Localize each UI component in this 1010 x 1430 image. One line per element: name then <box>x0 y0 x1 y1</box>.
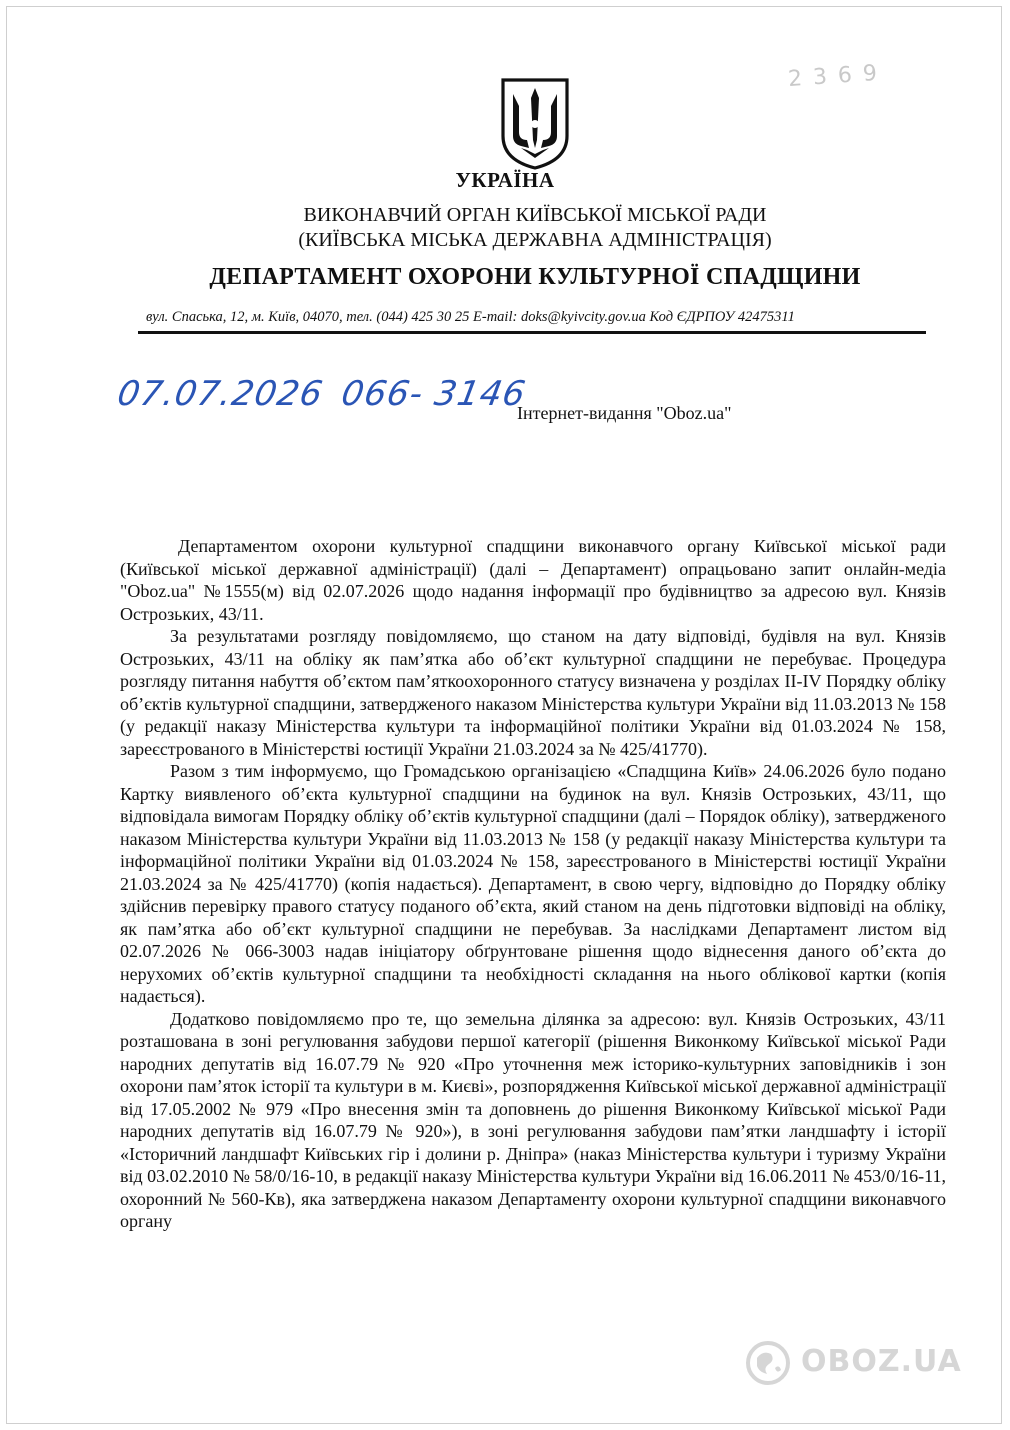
handwritten-date: 07.07.2026 <box>114 374 327 414</box>
pencil-mark: 2 3 6 9 <box>787 60 880 93</box>
paragraph-3: Разом з тим інформуємо, що Громадською організацією «Спадщина Київ» 24.06.2026 було подано Картку виявленого об’єкта культурної спадщини на будинок на вул. Князів Острозьких, 43/11, що відповідала вимогам Порядку обліку об’єктів культурної спадщини (далі – Порядок обліку), затвердженого наказом Міністерства культури України від 11.03.2013 № 158 (у редакції наказу Міністерства культури та інформаційної політики України від 01.03.2024 № 158, зареєстрованого в Міністерстві юстиції України 21.03.2024 за № 425/41770) (копія надається). Департамент, в свою чергу, відповідно до Порядку обліку здійснив перевірку правого статусу поданого об’єкта, який станом на день підготовки відповіді на обліку, як пам’ятка або об’єкт культурної спадщини не перебував. За наслідками Департамент листом від 02.07.2026 № 066-3003 надав ініціатору обґрунтоване рішення щодо віднесення даного об’єкта до нерухомих об’єктів культурної спадщини та необхідності складання на нього облікової картки (копія надається). <box>120 761 946 1006</box>
paragraph-4: Додатково повідомляємо про те, що земельна ділянка за адресою: вул. Князів Острозьких, 43/11 розташована в зоні регулювання забудови першої категорії (рішення Виконкому Київської міської Ради народних депутатів від 16.07.79 № 920 «Про уточнення меж історико-культурних заповідників і зон охорони пам’яток історії та культури в м. Києві», розпорядження Київської міської державної адміністрації від 17.05.2002 № 979 «Про внесення змін та доповнень до рішення Виконкому Київської міської Ради народних депутатів від 16.07.79 № 920»), в зоні регулювання забудови пам’ятки ландшафту і історії «Історичний ландшафт Київських гір і долини р. Дніпра» (наказ Міністерства культури і туризму України від 03.02.2010 № 58/0/16-10, в редакції наказу Міністерства культури України від 16.06.2011 № 453/0/16-11, охоронний № 560-Кв), яка затверджена наказом Департаменту охорони культурної спадщини виконавчого органу <box>120 1008 946 1231</box>
header-rule <box>138 331 926 334</box>
country-title: УКРАЇНА <box>455 168 555 192</box>
org-name-line1: ВИКОНАВЧИЙ ОРГАН КИЇВСЬКОЇ МІСЬКОЇ РАДИ <box>303 204 767 226</box>
coat-of-arms-icon <box>499 78 571 170</box>
watermark <box>745 1338 985 1398</box>
contact-line: вул. Спаська, 12, м. Київ, 04070, тел. (044) 425 30 25 E-mail: doks@kyivcity.gov.ua Код ЄДРПОУ 42475311 <box>146 309 795 325</box>
recipient: Інтернет-видання "Oboz.ua" <box>517 403 732 423</box>
paragraph-1: Департаментом охорони культурної спадщини виконавчого органу Київської міської ради (Київської міської державної адміністрації) (далі – Департамент) опрацьовано запит онлайн-медіа "Oboz.ua" №1555(м) від 02.07.2026 щодо надання інформації про будівництво за адресою вул. Князів Острозьких, 43/11. <box>120 536 946 624</box>
watermark-text: OBOZ.UA <box>801 1344 962 1379</box>
handwritten-reg-number: 066- 3146 <box>338 374 530 414</box>
globe-logo-icon <box>745 1340 791 1386</box>
letter-body <box>120 535 946 1233</box>
paragraph-2: За результатами розгляду повідомляємо, що станом на дату відповіді, будівля на вул. Князів Острозьких, 43/11 на обліку як пам’ятка або об’єкт культурної спадщини не перебуває. Процедура розгляду питання набуття об’єктом пам’яткоохоронного статусу визначена у розділах II-IV Порядку обліку об’єктів культурної спадщини, затвердженого наказом Міністерства культури України від 11.03.2013 № 158 (у редакції наказу Міністерства культури та інформаційної політики України від 01.03.2024 № 158, зареєстрованого в Міністерстві юстиції України 21.03.2024 за № 425/41770). <box>120 626 946 759</box>
department-title: ДЕПАРТАМЕНТ ОХОРОНИ КУЛЬТУРНОЇ СПАДЩИНИ <box>209 264 861 290</box>
org-name-line2: (КИЇВСЬКА МІСЬКА ДЕРЖАВНА АДМІНІСТРАЦІЯ) <box>298 229 772 251</box>
